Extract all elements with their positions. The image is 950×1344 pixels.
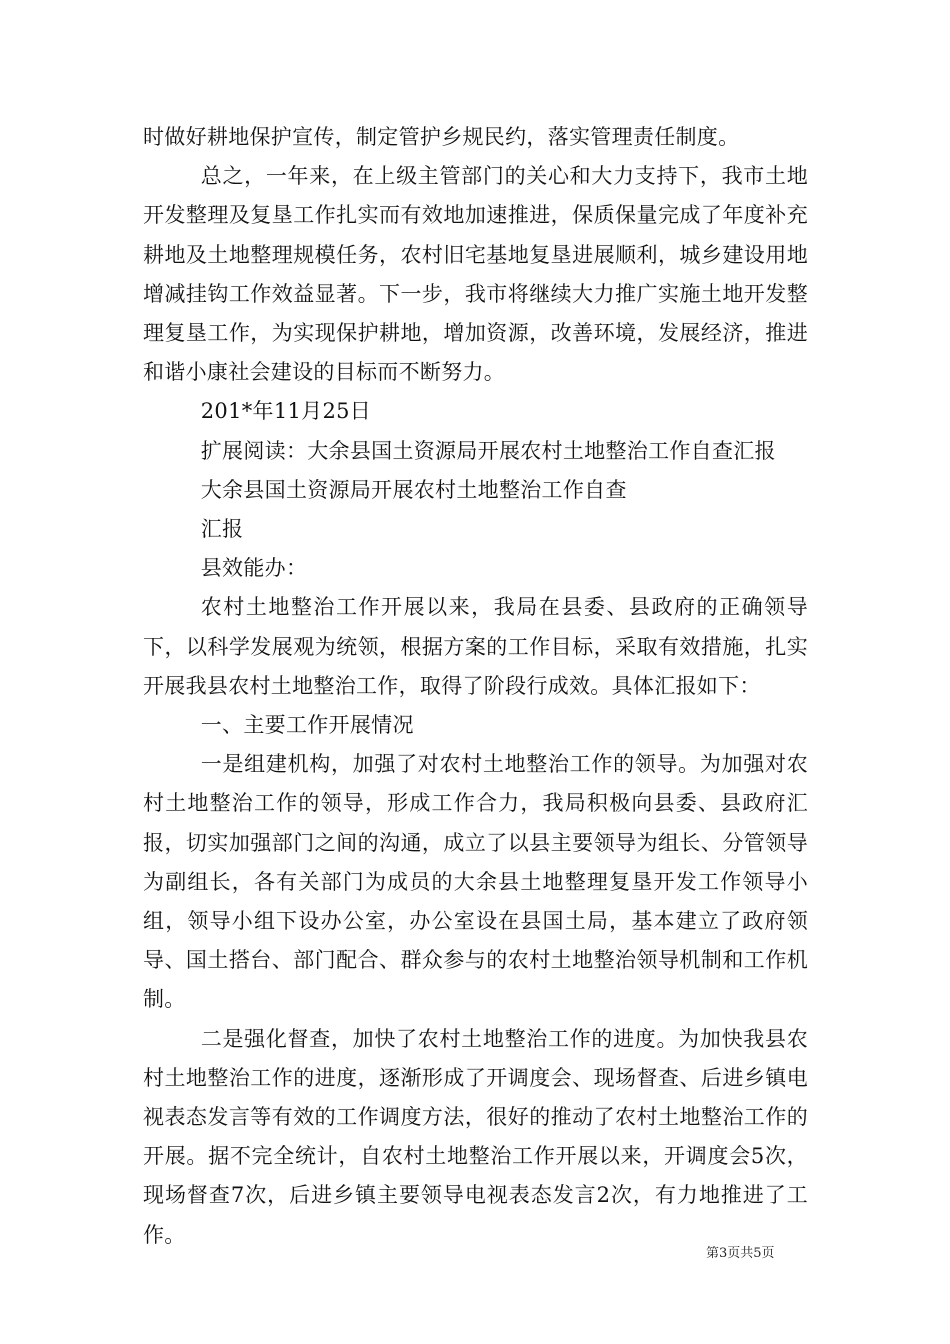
page-number-footer: 第3页共5页 xyxy=(706,1246,775,1261)
paragraph-continuation: 时做好耕地保护宣传，制定管护乡规民约，落实管理责任制度。 xyxy=(143,125,740,149)
paragraph-extended-reading: 扩展阅读：大余县国土资源局开展农村土地整治工作自查汇报 xyxy=(200,438,776,463)
paragraph-summary: 总之，一年来，在上级主管部门的关心和大力支持下，我市土地开发整理及复垦工作扎实而有效地加速推进，保质保量完成了年度补充耕地及土地整理规模任务，农村旧宅基地复垦进展顺利，城乡建设用地增减挂钩工作效益显著。下一步，我市将继续大力推广实施土地开发整理复垦工作，为实现保护耕地，增加资源，改善环境，发展经济，推进和谐小康社会建设的目标而不断努力。 xyxy=(143,164,808,385)
paragraph-date: 201*年11月25日 xyxy=(200,399,372,424)
section-heading: 一、主要工作开展情况 xyxy=(200,713,414,738)
report-title-line-1: 大余县国土资源局开展农村土地整治工作自查 xyxy=(200,477,627,502)
paragraph-supervision: 二是强化督查，加快了农村土地整治工作的进度。为加快我县农村土地整治工作的进度，逐渐形成了开调度会、现场督查、后进乡镇电视表态发言等有效的工作调度方法，很好的推动了农村土地整治工作的开展。据不完全统计，自农村土地整治工作开展以来，开调度会5次，现场督查7次，后进乡镇主要领导电视表态发言2次，有力地推进了工作。 xyxy=(143,1026,808,1247)
document-body xyxy=(143,118,808,1255)
report-addressee: 县效能办： xyxy=(200,556,308,581)
report-title-line-2: 汇报 xyxy=(200,517,244,542)
paragraph-organization: 一是组建机构，加强了对农村土地整治工作的领导。为加强对农村土地整治工作的领导，形成工作合力，我局积极向县委、县政府汇报，切实加强部门之间的沟通，成立了以县主要领导为组长、分管领导为副组长，各有关部门为成员的大余县土地整理复垦开发工作领导小组，领导小组下设办公室，办公室设在县国土局，基本建立了政府领导、国土搭台、部门配合、群众参与的农村土地整治领导机制和工作机制。 xyxy=(143,752,808,1012)
paragraph-introduction: 农村土地整治工作开展以来，我局在县委、县政府的正确领导下，以科学发展观为统领，根据方案的工作目标，采取有效措施，扎实开展我县农村土地整治工作，取得了阶段行成效。具体汇报如下： xyxy=(143,595,808,698)
